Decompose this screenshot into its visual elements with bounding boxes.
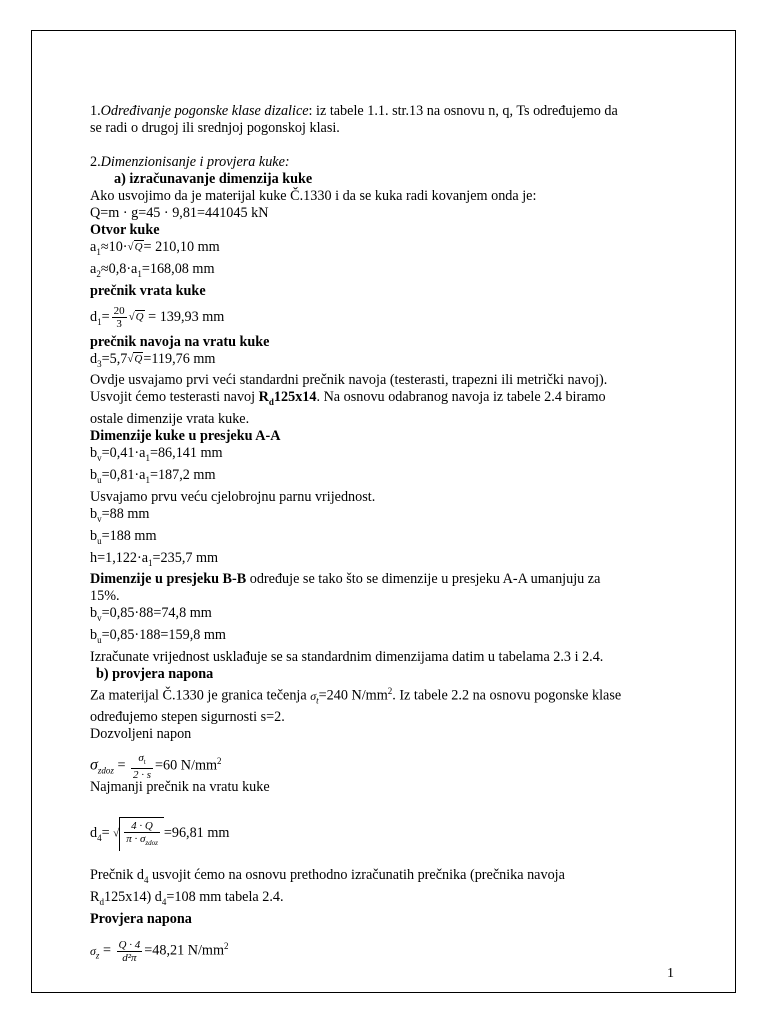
section-1-line <box>90 103 690 120</box>
formula-bv2: $b_v=88$ mm <box>90 505 150 524</box>
paragraph: Ako usvojimo da je materijal kuke Č.1330 i da se kuka radi kovanjem onda je: <box>90 188 537 204</box>
section-number: 2. <box>90 154 101 170</box>
section-title: Dimenzionisanje i provjera kuke: <box>100 154 290 170</box>
paragraph-material: Za materijal Č.1330 je granica tečenja $\sigma_t=240$ $N/mm^2$. Iz tabele 2.2 na osnovu pogonske klase <box>90 686 622 706</box>
formula-a2: $a_2\approx 0,8\cdot a_1=168,08$ mm <box>90 260 215 279</box>
paragraph: Najmanji prečnik na vratu kuke <box>90 779 270 796</box>
document-body <box>90 103 690 964</box>
section-text: se radi o drugoj ili srednjoj pogonskoj klasi. <box>90 120 340 136</box>
fraction: $\frac{20}{3}$ <box>113 304 125 330</box>
formula-d4: $d_4=$ √ $\frac{4 \cdot Q}{\pi \cdot \sigma_{zdoz}}$ =96,81 mm <box>90 813 690 853</box>
paragraph: Dozvoljeni napon <box>90 726 192 743</box>
subsection-b-heading: b) provjera napona <box>96 666 214 683</box>
paragraph: Usvajamo prvu veću cjelobrojnu parnu vrijednost. <box>90 488 376 505</box>
formula-h: $h=1,122\cdot a_1=235,7$ mm <box>90 549 219 568</box>
sqrt-q: √Q <box>128 311 144 324</box>
section-text: : iz tabele 1.1. str.13 na osnovu n, q, Ts određujemo da <box>308 103 618 119</box>
formula-q: Q=m · g=45 · 9,81=441045 kN <box>90 205 269 221</box>
formula-sigma-z: $\sigma_z$ = $\frac{Q \cdot 4}{\text{d²π}}$ =48,21 $N/mm^2$ <box>90 938 229 964</box>
formula-bv1: $b_v=0,41\cdot a_1=86,141$ mm <box>90 445 223 464</box>
paragraph: ostale dimenzije vrata kuke. <box>90 411 250 428</box>
formula-sigma-zdoz: $\sigma_{zdoz}$ = $\frac{\sigma_t}{2 \cdot s}$ =60 $N/mm^2$ <box>90 752 222 782</box>
section-2-line <box>90 154 690 171</box>
sqrt-q: √Q <box>127 352 143 365</box>
fraction: $\frac{\sigma_t}{2 \cdot s}$ <box>133 752 152 782</box>
sqrt-q: √Q <box>127 241 143 254</box>
paragraph: određujemo stepen sigurnosti s=2. <box>90 709 285 726</box>
formula-bu3: $b_u=0,85\cdot 188=159,8$ mm <box>90 627 226 646</box>
heading-aa: Dimenzije kuke u presjeku A-A <box>90 428 281 445</box>
section-number: 1. <box>90 103 101 119</box>
heading-provjera: Provjera napona <box>90 910 192 927</box>
paragraph: Usvojit ćemo testerasti navoj $R_d125x14$. Na osnovu odabranog navoja iz tabele 2.4 biramo <box>90 389 606 408</box>
paragraph: Ovdje usvajamo prvi veći standardni prečnik navoja (testerasti, trapezni ili metrički navoj). <box>90 372 608 389</box>
formula-bu2: $b_u=188$ mm <box>90 527 157 546</box>
sqrt-big: √ $\frac{4 \cdot Q}{\pi \cdot \sigma_{zdoz}}$ <box>113 817 164 851</box>
heading-otvor: Otvor kuke <box>90 222 160 238</box>
formula-bv3: $b_v=0,85\cdot 88=74,8$ mm <box>90 605 212 624</box>
paragraph: $R_d125x14$) $d_4=108$ mm tabela 2.4. <box>90 889 284 907</box>
formula-d3: $d_3=5,7√Q=119,76$ mm <box>90 350 216 369</box>
page-number: 1 <box>667 966 674 981</box>
fraction: $\frac{Q \cdot 4}{\text{d²π}}$ <box>118 938 141 964</box>
subsection-a-heading: a) izračunavanje dimenzija kuke <box>114 171 313 187</box>
paragraph: Prečnik $d_4$ usvojit ćemo na osnovu prethodno izračunatih prečnika (prečnika navoja <box>90 867 565 886</box>
section-title: Određivanje pogonske klase dizalice <box>100 103 309 119</box>
paragraph: Izračunate vrijednost usklađuje se sa standardnim dimenzijama datim u tabelama 2.3 i 2.4. <box>90 649 604 666</box>
formula-a1: $a_1\approx 10\cdot√Q= 210,10$ mm <box>90 239 220 257</box>
heading-navoj: prečnik navoja na vratu kuke <box>90 333 270 350</box>
paragraph: 15%. <box>90 588 120 605</box>
heading-vrat: prečnik vrata kuke <box>90 282 206 299</box>
formula-d1: $d_1=$ $\frac{20}{3}$ √Q = 139,93 mm <box>90 300 690 334</box>
formula-bu1: $b_u=0,81\cdot a_1=187,2$ mm <box>90 467 216 485</box>
paragraph-bb: Dimenzije u presjeku B-B određuje se tako što se dimenzije u presjeku A-A umanjuju za <box>90 571 601 588</box>
